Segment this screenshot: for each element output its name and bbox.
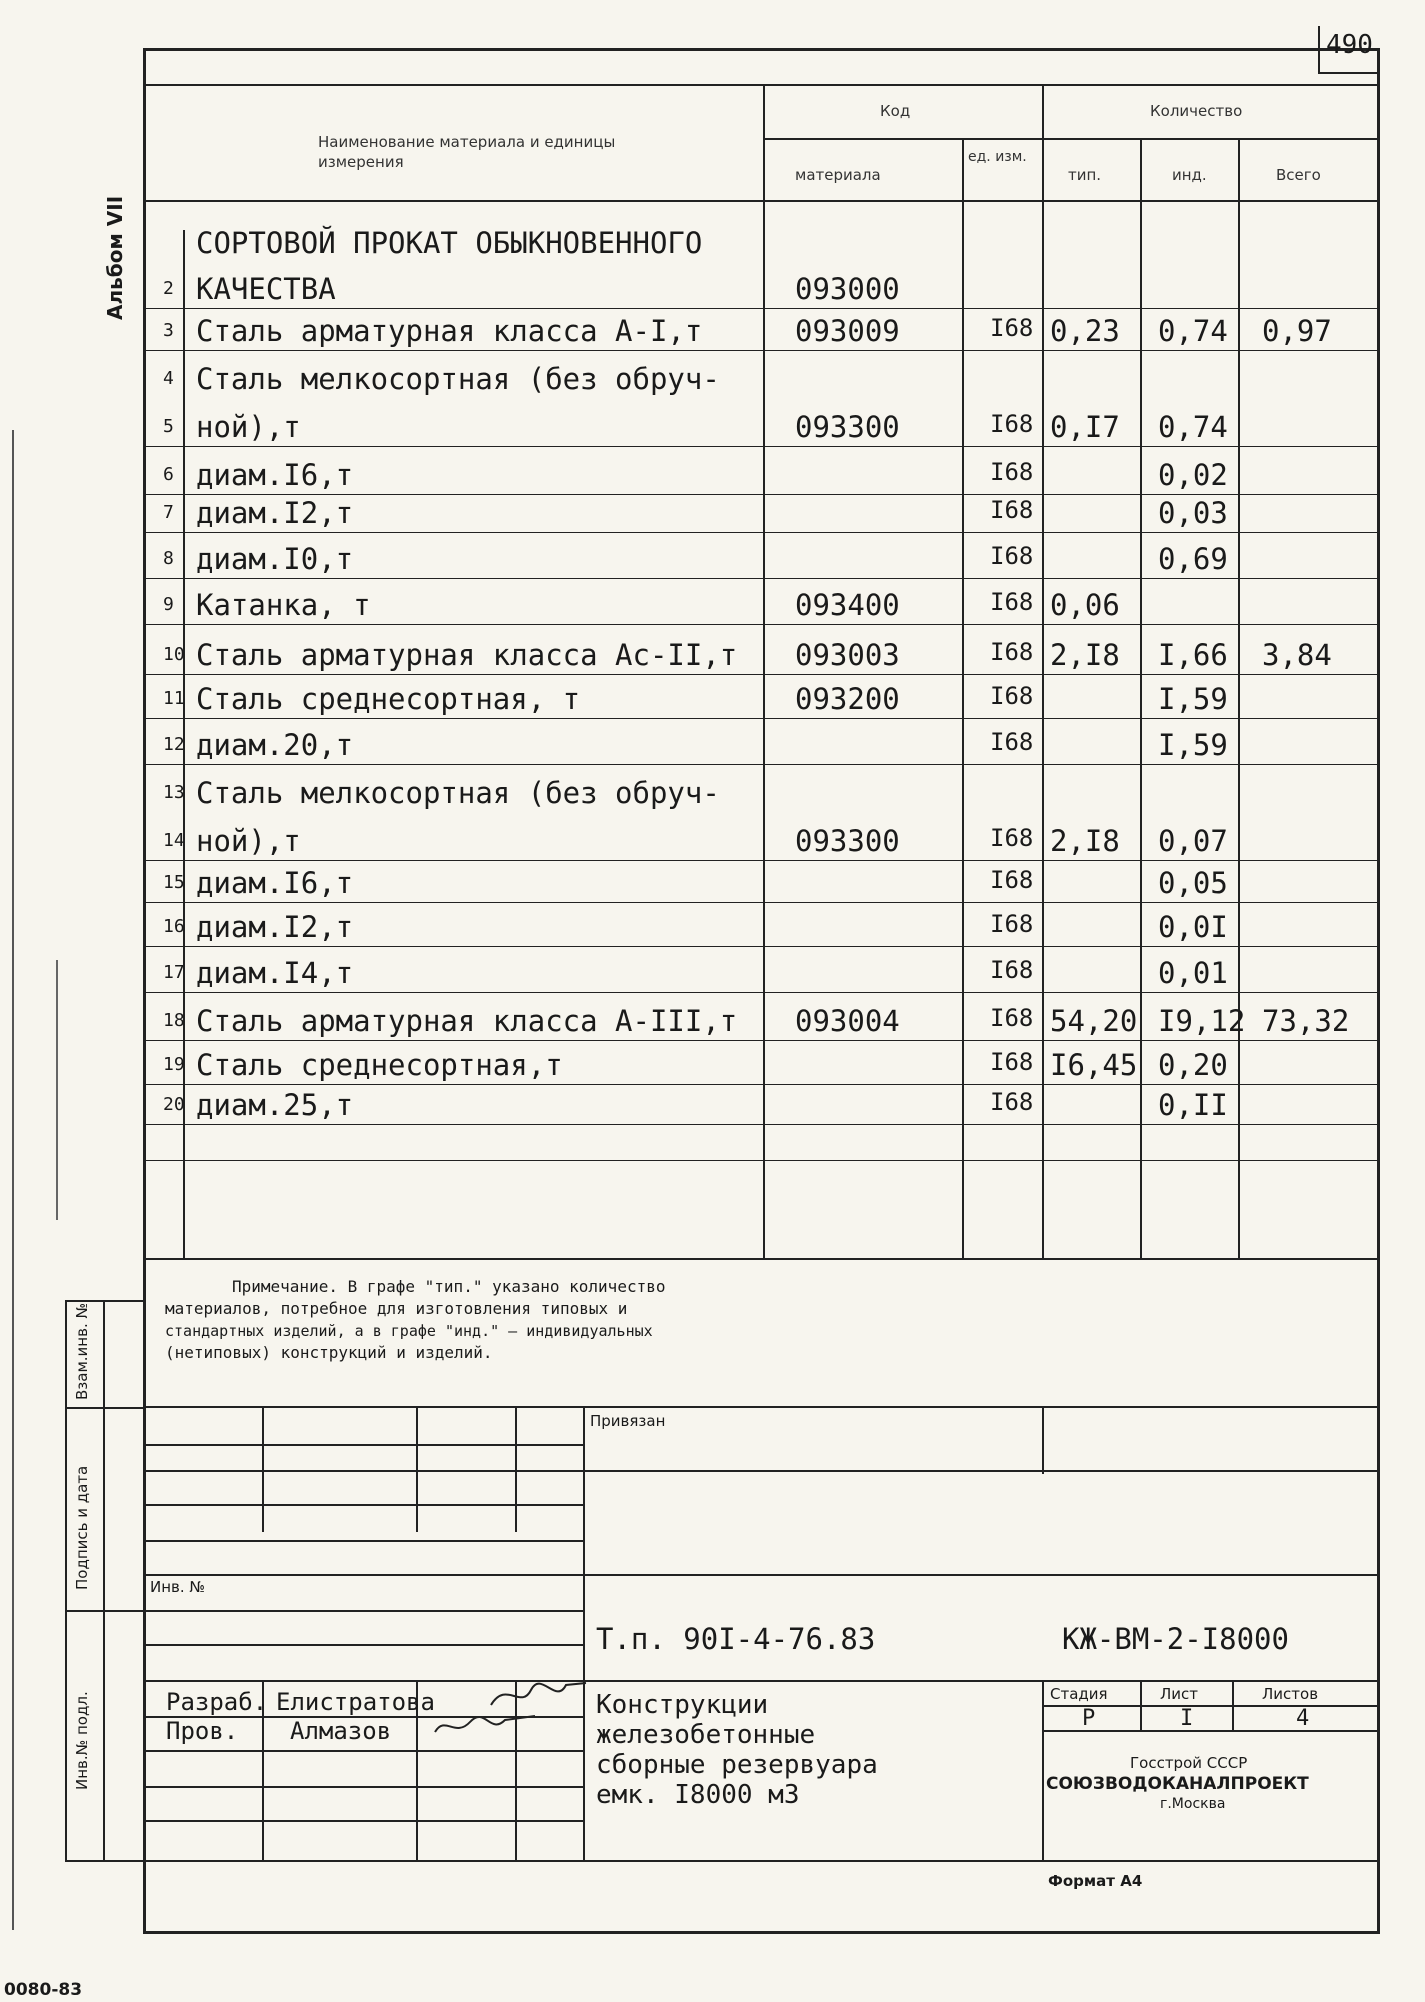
row-unit: I68 [990, 496, 1034, 524]
row-number: 17 [163, 962, 185, 983]
row-ind: 0,03 [1158, 496, 1228, 530]
row-typ: 0,I7 [1050, 410, 1120, 444]
row-ind: 0,05 [1158, 866, 1228, 900]
row-code: 093200 [795, 682, 900, 716]
row-ind: I,59 [1158, 682, 1228, 716]
doc-code: Т.п. 90I-4-76.83 [596, 1622, 876, 1656]
col-line-code [763, 84, 765, 1258]
row-divider [143, 764, 1380, 765]
title-line3: сборные резервуара [596, 1750, 878, 1780]
row-unit: I68 [990, 410, 1034, 438]
side-label-podpis: Подпись и дата [73, 1465, 91, 1590]
row-number: 9 [163, 594, 174, 615]
row-ind: 0,74 [1158, 314, 1228, 348]
row-number: 19 [163, 1054, 185, 1075]
row-ind: 0,0I [1158, 910, 1228, 944]
row-total: 73,32 [1262, 1004, 1350, 1038]
row-name: Сталь среднесортная,т [196, 1048, 563, 1082]
row-name: СОРТОВОЙ ПРОКАТ ОБЫКНОВЕННОГО [196, 226, 703, 260]
row-code: 093300 [795, 824, 900, 858]
row-number: 5 [163, 416, 174, 437]
stamp-line-0 [143, 1406, 1380, 1408]
stamp-vline-right [1042, 1406, 1044, 1474]
row-ind: 0,74 [1158, 410, 1228, 444]
row-number: 10 [163, 644, 185, 665]
stamp-vline-1 [262, 1406, 264, 1532]
row-divider [143, 446, 1380, 447]
name-developer: Елистратова [276, 1688, 435, 1716]
row-unit: I68 [990, 866, 1034, 894]
stamp-line-5 [143, 1574, 1380, 1576]
row-ind: 0,69 [1158, 542, 1228, 576]
side-label-vzam: Взам.инв. № [73, 1302, 91, 1400]
col-line-qty [1042, 84, 1044, 1258]
row-number: 16 [163, 916, 185, 937]
row-name: диам.I6,т [196, 458, 354, 492]
note-line4: (нетиповых) конструкций и изделий. [165, 1343, 493, 1362]
row-unit: I68 [990, 824, 1034, 852]
stamp-line-2 [143, 1470, 1380, 1472]
org-line2: СОЮЗВОДОКАНАЛПРОЕКТ [1046, 1774, 1309, 1794]
row-name: Сталь мелкосортная (без обруч- [196, 776, 720, 810]
row-name: ной),т [196, 410, 301, 444]
sheets-value: 4 [1296, 1706, 1310, 1731]
row-name: диам.I6,т [196, 866, 354, 900]
sheet-code: КЖ-ВМ-2-I8000 [1062, 1622, 1289, 1656]
row-number: 20 [163, 1094, 185, 1115]
row-ind: 0,07 [1158, 824, 1228, 858]
signature-checker [430, 1710, 540, 1740]
header-mid-line [763, 138, 1380, 140]
side-strip-top [65, 1300, 145, 1302]
row-name: диам.I2,т [196, 910, 354, 944]
row-divider [143, 1084, 1380, 1085]
stamp-line-7 [143, 1644, 583, 1646]
row-ind: 0,20 [1158, 1048, 1228, 1082]
stamp-vline-main [583, 1406, 585, 1860]
stamp-line-12 [143, 1820, 583, 1822]
row-divider [143, 860, 1380, 861]
row-divider [143, 578, 1380, 579]
row-unit: I68 [990, 682, 1034, 710]
row-code: 093009 [795, 314, 900, 348]
row-code: 093003 [795, 638, 900, 672]
row-ind: I,59 [1158, 728, 1228, 762]
col-line-ind-total [1238, 138, 1240, 1258]
row-unit: I68 [990, 458, 1034, 486]
row-unit: I68 [990, 1004, 1034, 1032]
header-code-material: материала [795, 166, 881, 184]
sheets-label: Листов [1262, 1685, 1319, 1703]
row-code: 093300 [795, 410, 900, 444]
row-code: 093400 [795, 588, 900, 622]
header-code: Код [880, 102, 911, 120]
row-divider [143, 674, 1380, 675]
stamp-vline-3 [515, 1406, 517, 1532]
side-label-invpodl: Инв.№ подл. [73, 1691, 91, 1790]
side-strip-left [65, 1300, 67, 1860]
row-name: диам.I0,т [196, 542, 354, 576]
page-number: 490 [1326, 30, 1373, 60]
scan-edge-left2 [56, 960, 58, 1220]
row-total: 3,84 [1262, 638, 1332, 672]
row-number: 2 [163, 278, 174, 299]
side-strip-right [103, 1300, 105, 1860]
row-name: ной),т [196, 824, 301, 858]
row-number: 18 [163, 1010, 185, 1031]
side-strip-div2 [65, 1610, 145, 1612]
row-ind: 0,02 [1158, 458, 1228, 492]
row-name: Сталь арматурная класса Ас-II,т [196, 638, 738, 672]
row-name: Катанка, т [196, 588, 371, 622]
row-typ: 2,I8 [1050, 824, 1120, 858]
row-number: 12 [163, 734, 185, 755]
sheet-value: I [1180, 1706, 1194, 1731]
row-divider [143, 992, 1380, 993]
row-divider [143, 718, 1380, 719]
row-divider [143, 1124, 1380, 1125]
name-checker: Алмазов [290, 1717, 392, 1745]
row-number: 11 [163, 688, 185, 709]
stage-value: Р [1082, 1706, 1096, 1731]
row-divider [143, 532, 1380, 533]
row-divider [143, 902, 1380, 903]
row-unit: I68 [990, 638, 1034, 666]
stamp-line-10 [143, 1750, 583, 1752]
row-name: диам.20,т [196, 728, 354, 762]
stamp-vline-right2 [1042, 1680, 1044, 1860]
title-line2: железобетонные [596, 1720, 816, 1750]
header-bottom-line [143, 200, 1380, 202]
row-ind: 0,01 [1158, 956, 1228, 990]
row-typ: 0,23 [1050, 314, 1120, 348]
row-number: 4 [163, 368, 174, 389]
stamp-line-4 [143, 1540, 583, 1542]
row-divider [143, 350, 1380, 351]
row-typ: 0,06 [1050, 588, 1120, 622]
row-unit: I68 [990, 910, 1034, 938]
row-ind: 0,II [1158, 1088, 1228, 1122]
row-number: 15 [163, 872, 185, 893]
stamp-line-8 [143, 1680, 1380, 1682]
stamp-bottom-line [143, 1860, 1380, 1862]
row-unit: I68 [990, 1088, 1034, 1116]
inv-no-label: Инв. № [150, 1578, 206, 1596]
row-unit: I68 [990, 956, 1034, 984]
row-total: 0,97 [1262, 314, 1332, 348]
privyazan-label: Привязан [590, 1412, 666, 1430]
table-bottom-line [143, 1258, 1380, 1260]
row-divider [143, 494, 1380, 495]
row-number: 6 [163, 464, 174, 485]
stamp-line-6 [143, 1610, 583, 1612]
row-number: 14 [163, 830, 185, 851]
stamp-line-3 [143, 1504, 583, 1506]
row-divider [143, 1160, 1380, 1161]
row-divider [143, 308, 1380, 309]
stamp-vline-2 [416, 1406, 418, 1532]
side-strip-bottom [65, 1860, 145, 1862]
row-typ: I6,45 [1050, 1048, 1138, 1082]
format-label: Формат А4 [1048, 1872, 1143, 1890]
row-unit: I68 [990, 728, 1034, 756]
row-typ: 2,I8 [1050, 638, 1120, 672]
stamp-line-11 [143, 1786, 583, 1788]
header-qty: Количество [1150, 102, 1243, 120]
row-number: 7 [163, 502, 174, 523]
row-name: КАЧЕСТВА [196, 272, 336, 306]
side-strip-div1 [65, 1407, 145, 1409]
row-ind: I9,12 [1158, 1004, 1246, 1038]
role-developer: Разраб. [166, 1688, 268, 1716]
row-divider [143, 624, 1380, 625]
stage-vline-1 [1140, 1680, 1142, 1732]
row-name: диам.I4,т [196, 956, 354, 990]
sheet-label: Лист [1160, 1685, 1199, 1703]
row-unit: I68 [990, 542, 1034, 570]
row-name: Сталь арматурная класса А-III,т [196, 1004, 738, 1038]
row-code: 093000 [795, 272, 900, 306]
header-name-line1: Наименование материала и единицы измерения [318, 133, 616, 171]
footer-code: 0080-83 [4, 1980, 83, 2000]
row-name: диам.25,т [196, 1088, 354, 1122]
signature-developer [486, 1675, 596, 1715]
col-line-typ-ind [1140, 138, 1142, 1258]
table-top-line [143, 84, 1380, 86]
note-line3: стандартных изделий, а в графе "инд." — индивидуальных [165, 1322, 653, 1340]
note-line1: Примечание. В графе "тип." указано количество [232, 1277, 666, 1296]
row-name: Сталь мелкосортная (без обруч- [196, 362, 720, 396]
col-line-unit [962, 138, 964, 1258]
row-divider [143, 1040, 1380, 1041]
row-number: 3 [163, 320, 174, 341]
row-code: 093004 [795, 1004, 900, 1038]
album-label: Альбом VII [103, 195, 127, 320]
row-name: диам.I2,т [196, 496, 354, 530]
row-number: 8 [163, 548, 174, 569]
stage-label: Стадия [1050, 1685, 1108, 1703]
org-line1: Госстрой СССР [1130, 1754, 1248, 1772]
role-checker: Пров. [166, 1717, 239, 1745]
org-line3: г.Москва [1160, 1796, 1226, 1812]
row-unit: I68 [990, 588, 1034, 616]
note-line2: материалов, потребное для изготовления типовых и [165, 1299, 628, 1318]
row-number: 13 [163, 782, 185, 803]
row-unit: I68 [990, 314, 1034, 342]
header-qty-typ: тип. [1068, 166, 1102, 184]
header-code-unit: ед. изм. [968, 149, 1027, 165]
row-divider [143, 946, 1380, 947]
row-name: Сталь среднесортная, т [196, 682, 581, 716]
header-qty-total: Всего [1276, 166, 1321, 184]
header-qty-ind: инд. [1172, 166, 1207, 184]
stage-vline-2 [1232, 1680, 1234, 1732]
stamp-line-1 [143, 1444, 583, 1446]
row-ind: I,66 [1158, 638, 1228, 672]
title-line1: Конструкции [596, 1690, 769, 1720]
row-unit: I68 [990, 1048, 1034, 1076]
row-name: Сталь арматурная класса А-I,т [196, 314, 703, 348]
scan-edge-left [12, 430, 14, 1930]
title-line4: емк. I8000 м3 [596, 1780, 800, 1810]
row-typ: 54,20 [1050, 1004, 1138, 1038]
